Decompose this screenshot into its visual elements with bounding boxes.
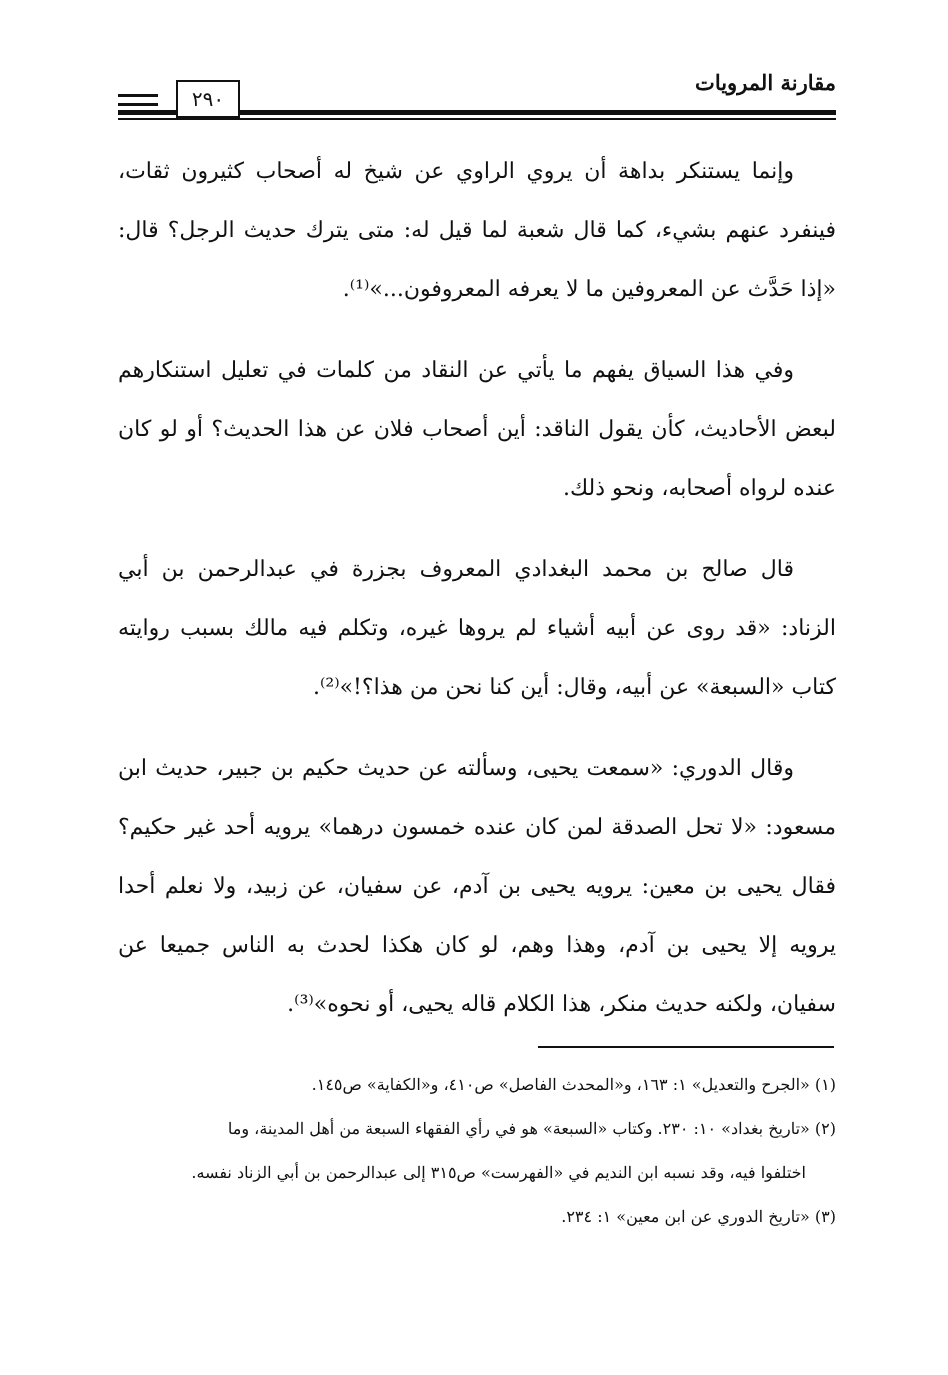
footnote-separator [538, 1046, 834, 1048]
footnote-2-continued: اختلفوا فيه، وقد نسبه ابن النديم في «الفهرست» ص٣١٥ إلى عبدالرحمن بن أبي الزناد نفسه. [191, 1163, 806, 1182]
header-rule-thin [118, 118, 836, 120]
running-title: مقارنة المرويات [695, 70, 836, 95]
main-text [118, 142, 836, 1056]
paragraph-1: وإنما يستنكر بداهة أن يروي الراوي عن شيخ له أصحاب كثيرون ثقات، فينفرد عنهم بشيء، كما قال شعبة لما قيل له: متى يترك حديث الرجل؟ قال: «إذا حَدَّث عن المعروفين ما لا يعرفه المعروفون...»⁽¹⁾. [118, 159, 836, 302]
footnotes [118, 1066, 836, 1242]
paragraph-3: قال صالح بن محمد البغدادي المعروف بجزرة في عبدالرحمن بن أبي الزناد: «قد روى عن أبيه أشياء لم يروها غيره، وتكلم فيه مالك بسبب روايته كتاب «السبعة» عن أبيه، وقال: أين كنا نحن من هذا؟!»⁽²⁾. [118, 557, 836, 700]
header-ornament-bars [118, 94, 158, 106]
page-header [118, 64, 836, 124]
paragraph-2: وفي هذا السياق يفهم ما يأتي عن النقاد من كلمات في تعليل استنكارهم لبعض الأحاديث، كأن يقول الناقد: أين أصحاب فلان عن هذا الحديث؟ أو لو كان عنده لرواه أصحابه، ونحو ذلك. [118, 358, 836, 501]
page-number: ٢٩٠ [176, 80, 240, 118]
footnote-3: (٣) «تاريخ الدوري عن ابن معين» ١: ٢٣٤. [561, 1207, 836, 1226]
footnote-2: (٢) «تاريخ بغداد» ١٠: ٢٣٠. وكتاب «السبعة» هو في رأي الفقهاء السبعة من أهل المدينة، وما [227, 1119, 836, 1138]
footnote-1: (١) «الجرح والتعديل» ١: ١٦٣، و«المحدث الفاصل» ص٤١٠، و«الكفاية» ص١٤٥. [311, 1075, 836, 1094]
paragraph-4: وقال الدوري: «سمعت يحيى، وسألته عن حديث حكيم بن جبير، حديث ابن مسعود: «لا تحل الصدقة لمن كان عنده خمسون درهما» يرويه أحد غير حكيم؟ فقال يحيى بن معين: يرويه يحيى بن آدم، عن سفيان، عن زبيد، ولا نعلم أحدا يرويه إلا يحيى بن آدم، وهذا وهم، لو كان هكذا لحدث به الناس جميعا عن سفيان، ولكنه حديث منكر، هذا الكلام قاله يحيى، أو نحوه»⁽³⁾. [118, 756, 836, 1017]
